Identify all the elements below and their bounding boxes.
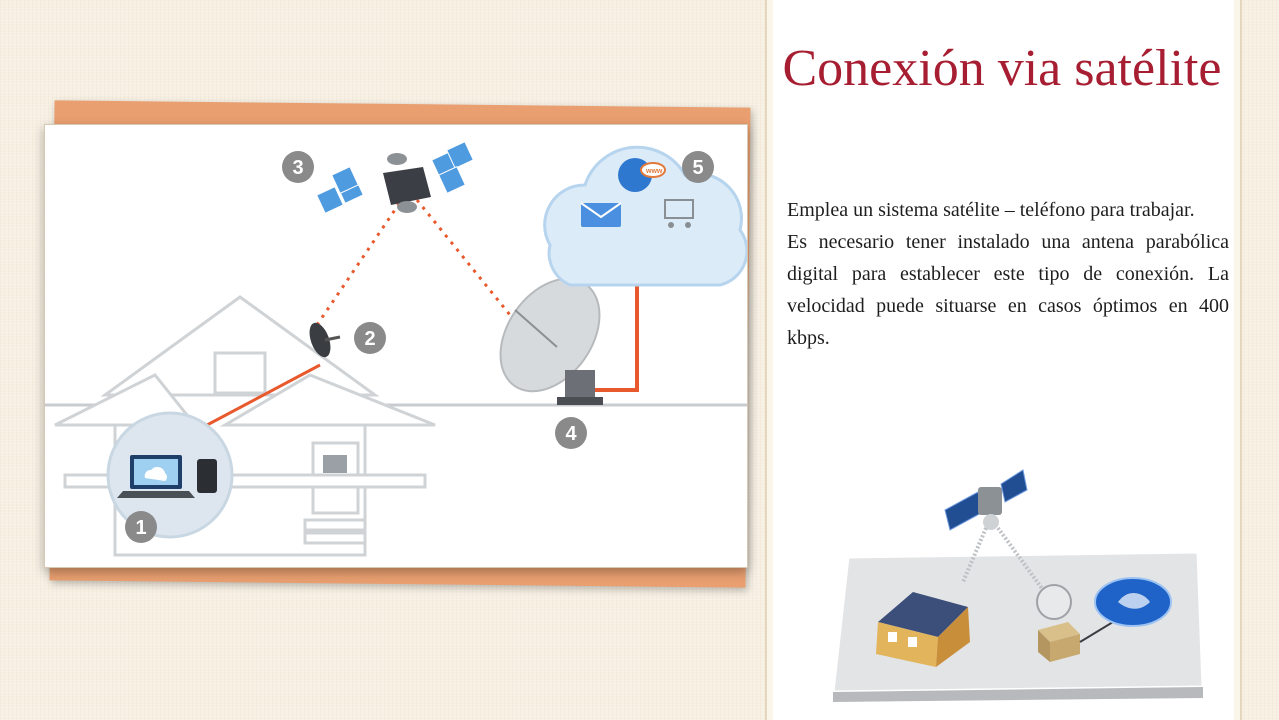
step-badge-5 — [682, 151, 714, 183]
small-globe-icon — [1095, 578, 1171, 626]
slide-title: Conexión via satélite — [782, 40, 1222, 97]
svg-text:5: 5 — [692, 157, 704, 179]
svg-text:2: 2 — [364, 328, 376, 350]
satellite-icon — [317, 142, 474, 214]
laptop-router-bubble-icon — [108, 413, 232, 537]
internet-cloud-icon — [545, 147, 747, 285]
satellite-network-illustration — [818, 462, 1218, 712]
step-badge-1 — [125, 511, 157, 543]
satellite-connection-illustration — [44, 124, 748, 568]
svg-text:4: 4 — [565, 423, 577, 445]
small-satellite-icon — [945, 470, 1027, 530]
step-badge-4 — [555, 417, 587, 449]
step-badge-2 — [354, 322, 386, 354]
svg-text:3: 3 — [292, 157, 304, 179]
slide-body — [787, 194, 1229, 354]
step-badge-3 — [282, 151, 314, 183]
paragraph-1: Emplea un sistema satélite – teléfono para trabajar. — [787, 199, 1195, 221]
paragraph-2: Es necesario tener instalado una antena parabólica digital para establecer este tipo de conexión. La velocidad puede situarse en casos óptimos en 400 kbps. — [787, 231, 1229, 349]
www-label: www — [646, 168, 663, 175]
svg-text:1: 1 — [135, 517, 147, 539]
